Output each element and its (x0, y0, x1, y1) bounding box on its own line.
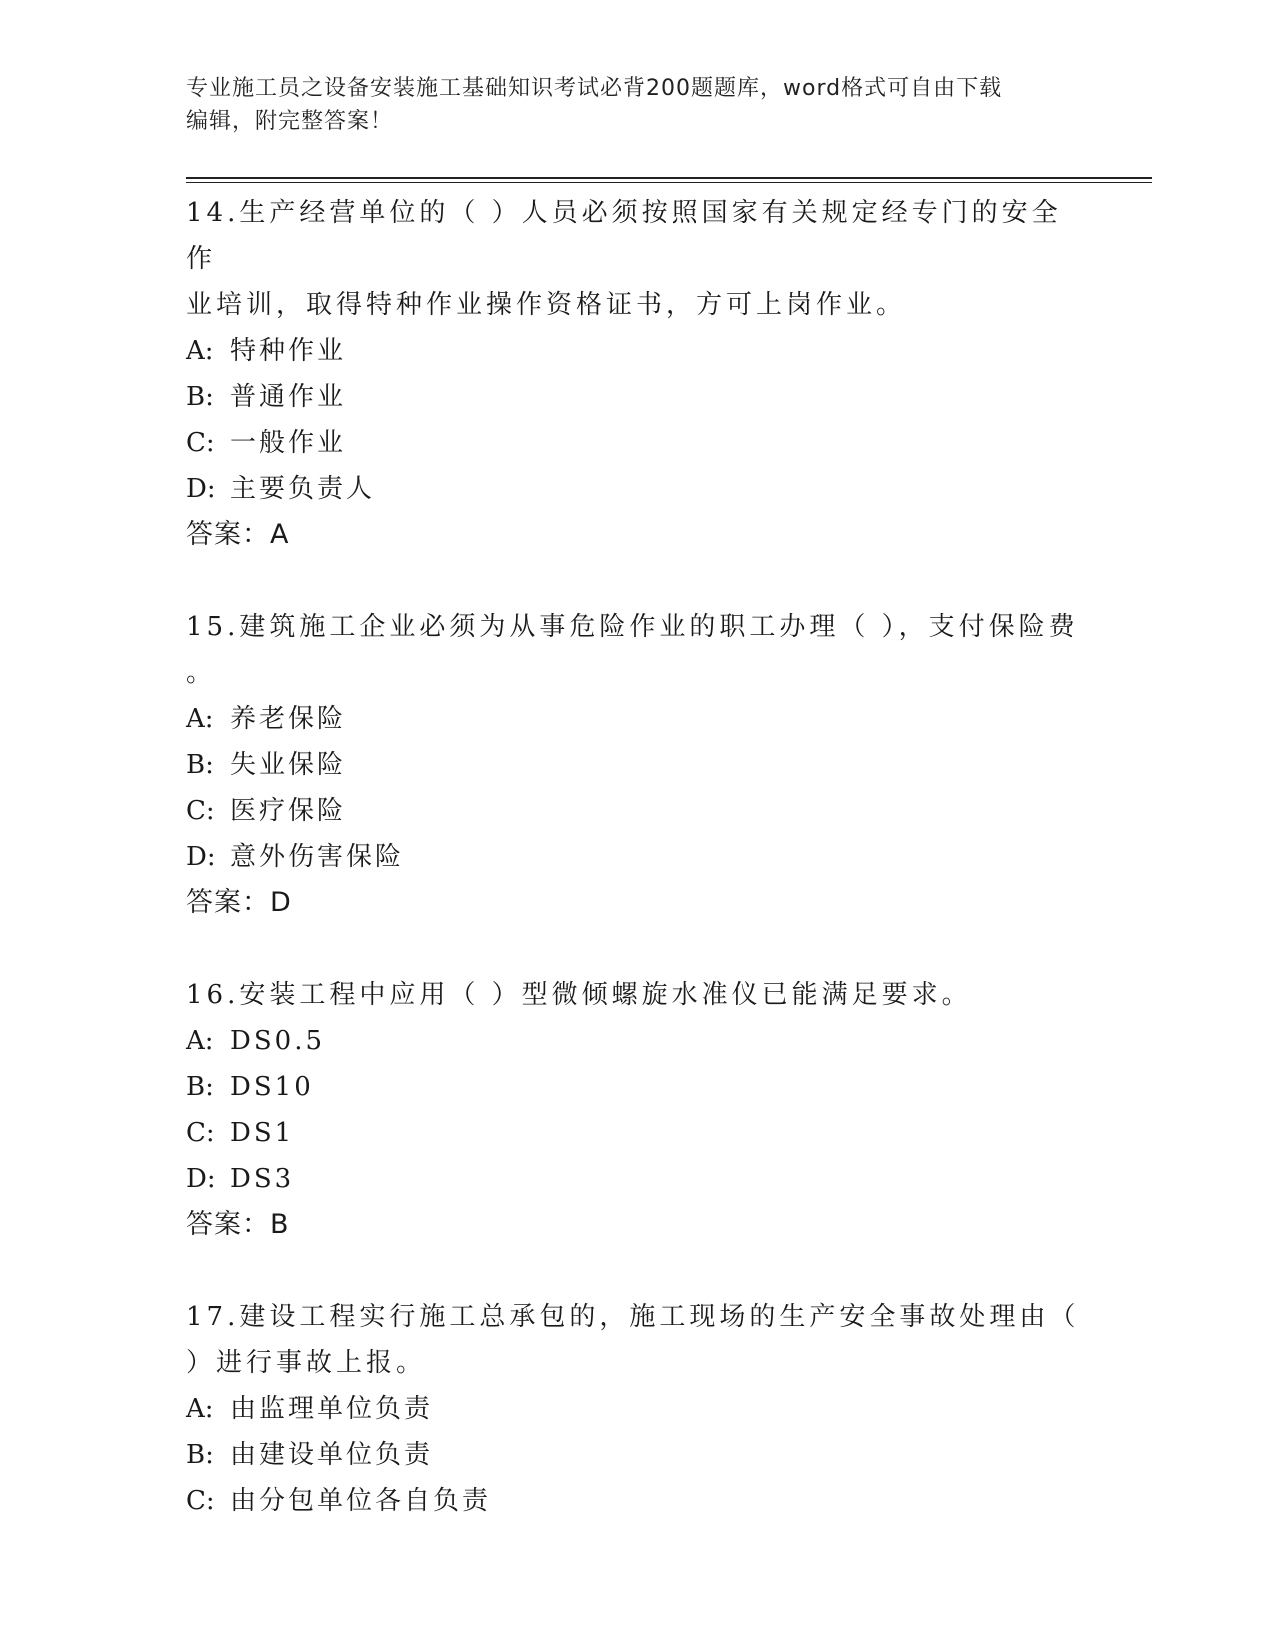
option-text: 一般作业 (230, 428, 347, 458)
answer-option (186, 1432, 1086, 1478)
question-block (186, 972, 1086, 1248)
question-spacer (186, 558, 1086, 604)
option-label: B: (186, 1072, 214, 1102)
option-text: 养老保险 (230, 704, 347, 734)
option-label: D: (186, 842, 216, 872)
option-text: 医疗保险 (230, 796, 347, 826)
option-label: C: (186, 1118, 215, 1148)
option-label: B: (186, 382, 214, 412)
answer-key: 答案：D (186, 887, 292, 918)
option-text: 意外伤害保险 (230, 842, 405, 872)
option-label: C: (186, 796, 215, 826)
answer-option (186, 1156, 1086, 1202)
question-text: 业培训，取得特种作业操作资格证书，方可上岗作业。 (186, 290, 907, 320)
answer-option (186, 420, 1086, 466)
question-block (186, 190, 1086, 558)
answer-option (186, 374, 1086, 420)
question-list (186, 190, 1086, 1524)
question-text: ）进行事故上报。 (186, 1348, 427, 1378)
option-label: C: (186, 1486, 215, 1516)
answer-option (186, 1064, 1086, 1110)
answer-option (186, 1478, 1086, 1524)
option-label: A: (186, 704, 214, 734)
answer-option (186, 328, 1086, 374)
answer-option (186, 466, 1086, 512)
option-text: 由建设单位负责 (230, 1440, 434, 1470)
option-text: 由分包单位各自负责 (230, 1486, 492, 1516)
option-text: DS3 (230, 1164, 295, 1194)
question-spacer (186, 926, 1086, 972)
question-spacer (186, 1248, 1086, 1294)
answer-option (186, 742, 1086, 788)
question-text: 17.建设工程实行施工总承包的，施工现场的生产安全事故处理由（ (186, 1302, 1080, 1332)
option-label: C: (186, 428, 215, 458)
option-text: DS0.5 (230, 1026, 326, 1056)
header-line-1: 专业施工员之设备安装施工基础知识考试必背200题题库，word格式可自由下载 (186, 76, 1003, 101)
option-text: 由监理单位负责 (230, 1394, 434, 1424)
option-text: DS10 (230, 1072, 314, 1102)
question-block (186, 1294, 1086, 1524)
header-divider-thin (186, 182, 1152, 183)
question-block (186, 604, 1086, 926)
header-line-2: 编辑，附完整答案！ (186, 109, 394, 134)
answer-option (186, 1110, 1086, 1156)
option-text: DS1 (230, 1118, 295, 1148)
answer-option (186, 788, 1086, 834)
question-text: 。 (186, 658, 217, 688)
document-header (186, 72, 1086, 138)
option-label: B: (186, 750, 214, 780)
answer-option (186, 1386, 1086, 1432)
option-text: 失业保险 (230, 750, 347, 780)
question-text: 14.生产经营单位的（ ）人员必须按照国家有关规定经专门的安全作 (186, 198, 1062, 274)
option-text: 特种作业 (230, 336, 347, 366)
answer-option (186, 834, 1086, 880)
option-label: A: (186, 1026, 214, 1056)
option-text: 主要负责人 (230, 474, 376, 504)
header-divider-thick (186, 177, 1152, 179)
option-label: B: (186, 1440, 214, 1470)
option-label: D: (186, 1164, 216, 1194)
option-label: A: (186, 336, 214, 366)
answer-option (186, 1018, 1086, 1064)
question-text: 16.安装工程中应用（ ）型微倾螺旋水准仪已能满足要求。 (186, 980, 972, 1010)
option-label: D: (186, 474, 216, 504)
answer-option (186, 696, 1086, 742)
question-text: 15.建筑施工企业必须为从事危险作业的职工办理（ ），支付保险费 (186, 612, 1079, 642)
option-label: A: (186, 1394, 214, 1424)
answer-key: 答案：A (186, 519, 290, 550)
answer-key: 答案：B (186, 1209, 290, 1240)
option-text: 普通作业 (230, 382, 347, 412)
